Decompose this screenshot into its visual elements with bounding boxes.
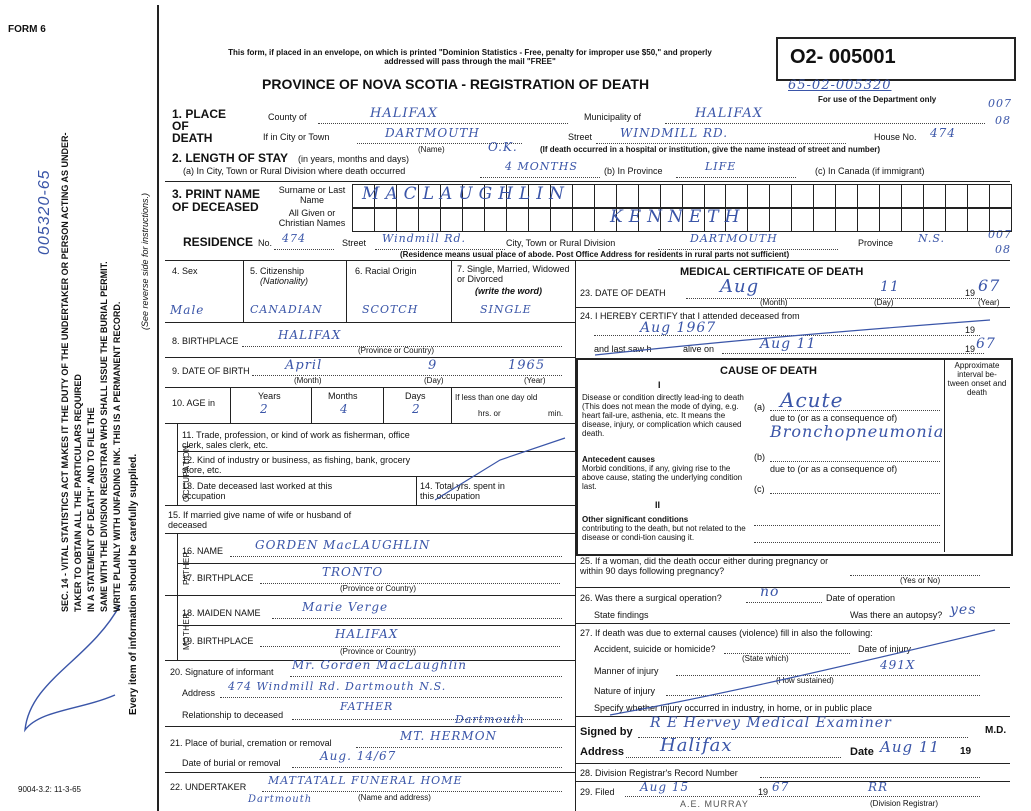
margin-scribble [10,600,130,750]
injury-date-label: Date of injury [858,644,912,654]
dob-day-sub: (Day) [424,376,444,385]
street-label: Street [568,132,593,142]
father-v [177,533,178,595]
burial-place-label: 21. Place of burial, cremation or removal [170,738,332,748]
place-label: 1. PLACE OF DEATH [172,107,227,145]
manner-label: Manner of injury [594,666,659,676]
stay-b-line [676,177,796,178]
last-saw-label: and last saw h [594,344,652,354]
mother-section: MOTHER [182,612,191,650]
q25-sub: (Yes or No) [900,576,941,585]
years-value[interactable]: 2 [260,402,269,416]
racial-label: 6. Racial Origin [355,266,417,276]
burial-place-value[interactable]: MT. HERMON [400,729,498,743]
res-province-label: Province [858,238,894,248]
last-saw-value[interactable]: Aug 11 [760,336,817,352]
alive-on-label: alive on [683,344,715,354]
med-date-value[interactable]: Aug 11 [880,738,940,756]
filed-19: 19 [758,787,769,797]
q26-line [746,602,822,603]
registrar-initials: RR [868,780,889,794]
hrs-label: hrs. or [478,409,501,418]
md-label: M.D. [985,725,1007,736]
less-label: If less than one day old [455,393,538,402]
dept-use: For use of the Department only [818,95,937,104]
mother-pc: (Province or Country) [340,647,417,656]
municipality-label: Municipality of [584,112,642,122]
cause-b-label: (b) [754,452,765,462]
antecedent-sub: Morbid conditions, if any, giving rise to the above cause, stating the underlying condition last. [582,464,743,491]
father-name-label: 16. NAME [182,546,224,556]
county-label: County of [268,112,307,122]
med-date-label: Date [850,746,874,758]
father-name-line [230,556,562,557]
municipality-value[interactable]: HALIFAX [695,106,764,121]
cause-a2-value[interactable]: Bronchopneumonia [770,422,945,441]
divider-2 [165,260,1010,261]
birthplace-sub: (Province or Country) [358,346,435,355]
divider-1 [165,181,1010,182]
filed-year[interactable]: 67 [772,780,790,794]
father-name-value[interactable]: GORDEN MacLAUGHLIN [255,538,431,552]
accident-label: Accident, suicide or homicide? [594,644,716,654]
grid-v3 [451,260,452,322]
q27-label: 27. If death was due to external causes (violence) fill in also the following: [580,628,873,638]
filed-value[interactable]: Aug 15 [640,780,690,794]
residence-note: (Residence means usual place of abode. Post Office Address for residents in rural parts not sufficient) [400,250,790,259]
specify-label: Specify whether injury occurred in industry, in home, or in public place [594,703,872,713]
res-no-label: No. [258,238,273,248]
surgery-value[interactable]: no [760,584,780,600]
autopsy-label: Was there an autopsy? [850,610,943,620]
q29-label: 29. Filed [580,787,615,797]
antecedent-label: Antecedent causes [582,455,655,464]
stay-a-label: (a) In City, Town or Rural Division where death occurred [183,166,406,176]
death-day-sub: (Day) [874,298,894,307]
q24-label: 24. I HEREBY CERTIFY that I attended deceased from [580,311,800,321]
name-sub: (Name) [418,145,445,154]
burial-date-label: Date of burial or removal [182,758,281,768]
father-h [177,563,575,564]
other-line1 [754,525,940,526]
dob-year-sub: (Year) [524,376,546,385]
county-line [318,123,568,124]
form-number: FORM 6 [8,24,46,35]
age-v4 [451,387,452,423]
side-line5: WRITE PLAINLY WITH UNFADING INK. THIS IS A PERMANENT RECORD. [112,301,122,612]
residence-label: RESIDENCE [183,235,254,249]
given-value[interactable]: KENNETH [610,207,746,227]
attend-19: 19 [965,325,976,335]
father-birthplace-value[interactable]: TRONTO [322,565,384,579]
manner-code: 491X [880,658,916,672]
res-street-label: Street [342,238,367,248]
med-address-value[interactable]: Halifax [660,735,733,756]
q28-label: 28. Division Registrar's Record Number [580,768,738,778]
other-line2 [754,542,940,543]
registrar-stamp: A.E. MURRAY [680,799,749,809]
autopsy-value[interactable]: yes [950,602,977,618]
marital-sub: (write the word) [475,286,542,296]
father-bottom [165,595,575,596]
med-address-line [626,757,841,758]
birthplace-label: 8. BIRTHPLACE [172,336,239,346]
informant-rel-label: Relationship to deceased [182,710,284,720]
cause-c-label: (c) [754,484,765,494]
given-label: All Given or Christian Names [278,208,346,228]
city-label: If in City or Town [263,132,330,142]
cause-a-value[interactable]: Acute [780,388,844,412]
street-line [596,143,846,144]
name-label: 3. PRINT NAME OF DECEASED [172,187,261,214]
disease-label: Disease or condition directly lead-ing to death (This does not mean the mode of dying, e.g. heart fail-ure, asthenia, etc. It means the disease, injury, or complication which caused death. [582,393,744,438]
stay-c-label: (c) In Canada (if immigrant) [815,166,925,176]
stay-a-line [480,177,600,178]
informant-sig-line [290,676,562,677]
nature-label: Nature of injury [594,686,656,696]
q14-label: 14. Total yrs. spent in this occupation [420,481,505,501]
street-value[interactable]: WINDMILL RD. [620,126,729,140]
mother-birthplace-value[interactable]: HALIFAX [335,627,399,641]
mother-maiden-line [272,618,562,619]
other-sub: contributing to the death, but not related to the disease or condi-tion causing it. [582,524,746,542]
dob-month[interactable]: April [285,358,323,373]
min-label: min. [548,409,564,418]
marital-value[interactable]: SINGLE [480,303,532,316]
side-line6: Every item of information should be carefully supplied. [128,453,139,715]
informant-sig-label: 20. Signature of informant [170,667,274,677]
days-value[interactable]: 2 [412,402,421,416]
cause-b-line [770,461,940,462]
ok-mark: O.K. [488,140,518,154]
occ-v2 [416,476,417,505]
informant-bottom [165,726,575,727]
stay-b-label: (b) In Province [604,166,663,176]
side-sec14: SEC. 14 - VITAL STATISTICS ACT MAKES IT THE DUTY OF THE UNDERTAKER OR PERSON ACTING AS UNDER- [60,132,70,612]
burial-date-line [292,767,562,768]
q26-label: 26. Was there a surgical operation? [580,593,722,603]
informant-sig-value[interactable]: Mr. Gorden MacLaughlin [292,658,468,672]
res-city-value[interactable]: DARTMOUTH [690,232,778,245]
external-strike [600,625,1000,720]
informant-address-value[interactable]: 474 Windmill Rd. Dartmouth N.S. [228,680,447,693]
days-label: Days [405,391,426,401]
dept-code-4: 08 [995,243,1011,256]
citizen-label: 5. Citizenship [250,266,305,276]
undertaker-line [262,791,562,792]
dept-code-2: 08 [995,114,1011,127]
father-pc: (Province or Country) [340,584,417,593]
divider-3 [165,322,575,323]
state-which: (State which) [742,654,789,663]
mother-maiden-label: 18. MAIDEN NAME [182,608,261,618]
signed-value[interactable]: R E Hervey Medical Examiner [650,715,892,731]
registration-number: O2- 005001 [790,46,896,68]
mother-h [177,625,575,626]
last-year[interactable]: 67 [976,336,996,352]
marital-label: 7. Single, Married, Widowed or Divorced [457,264,570,284]
occ-v1 [177,423,178,505]
stay-b-value[interactable]: LIFE [705,160,737,173]
grid-v2 [346,260,347,322]
sex-label: 4. Sex [172,266,198,276]
death-month[interactable]: Aug [720,276,760,297]
stay-a-value[interactable]: 4 MONTHS [505,160,578,173]
side-line7: (See reverse side for instructions.) [140,192,150,330]
death-day[interactable]: 11 [880,279,900,295]
q25-label: 25. If a woman, did the death occur either during pregnancy or within 90 days following pregnancy? [580,556,829,576]
op-date-label: Date of operation [826,593,896,603]
informant-address-label: Address [182,688,216,698]
age-label: 10. AGE in [172,398,216,408]
res-no-line [274,249,334,250]
undertaker-sub: (Name and address) [358,793,431,802]
municipality-line [665,123,985,124]
undertaker-value[interactable]: MATTATALL FUNERAL HOME [268,774,463,787]
signed-label: Signed by [580,726,633,738]
sex-value[interactable]: Male [170,303,205,317]
form-title: PROVINCE OF NOVA SCOTIA - REGISTRATION OF DEATH [262,76,650,92]
divider-6 [165,423,575,424]
dept-code-1: 007 [988,97,1012,110]
due-to-1: due to (or as a consequence of) [770,413,898,423]
informant-rel-value[interactable]: FATHER [340,700,394,713]
cause-title: CAUSE OF DEATH [720,365,817,377]
age-v1 [230,387,231,423]
death-19: 19 [965,288,976,298]
res-province-value[interactable]: N.S. [918,232,946,245]
q11-label: 11. Trade, profession, or kind of work as fisherman, office clerk, sales clerk, etc. [182,430,410,450]
attend-from[interactable]: Aug 1967 [640,320,717,336]
age-v3 [383,387,384,423]
stay-sub: (in years, months and days) [298,154,410,164]
med-address-label: Address [580,746,625,758]
res-no-value[interactable]: 474 [282,232,306,245]
registrar-sub: (Division Registrar) [870,799,939,808]
mother-birthplace-label: 19. BIRTHPLACE [182,636,254,646]
racial-value[interactable]: SCOTCH [362,303,419,316]
informant-address-line [220,697,562,698]
cause-c-line [770,493,940,494]
dob-label: 9. DATE OF BIRTH [172,366,250,376]
death-month-sub: (Month) [760,298,788,307]
burial-place-above: Dartmouth [455,713,525,726]
attend-strike [590,315,1000,375]
side-line3: IN A STATEMENT OF DEATH" AND TO FILE THE [86,407,96,612]
death-year-sub: (Year) [978,298,1000,307]
surname-label: Surname or Last Name [278,185,346,205]
father-birthplace-label: 17. BIRTHPLACE [182,573,254,583]
undertaker-label: 22. UNDERTAKER [170,782,247,792]
death-year[interactable]: 67 [978,276,1001,295]
approx-label: Approximate interval be-tween onset and death [947,361,1007,397]
burial-date-value[interactable]: Aug. 14/67 [320,749,397,763]
cause-a-label: (a) [754,402,765,412]
burial-bottom [165,772,575,773]
occupation-section: OCCUPATION [182,444,191,502]
res-street-value[interactable]: Windmill Rd. [382,232,467,245]
handwritten-number: 65-02-005320 [788,78,892,93]
city-value[interactable]: DARTMOUTH [385,126,480,140]
occ-h4 [165,533,575,534]
hospital-note: (If death occurred in a hospital or institution, give the name instead of street and number) [540,145,881,154]
roman-1: I [658,380,661,390]
undertaker-city: Dartmouth [248,794,313,805]
citizen-value[interactable]: CANADIAN [250,303,323,316]
grid-v1 [243,260,244,322]
mother-v [177,595,178,660]
med-h3 [575,623,1010,624]
res-city-label: City, Town or Rural Division [506,238,616,248]
q23-label: 23. DATE OF DEATH [580,288,666,298]
medical-title: MEDICAL CERTIFICATE OF DEATH [680,266,864,278]
mother-maiden-value[interactable]: Marie Verge [302,600,389,614]
print-code: 9004-3.2: 11-3-65 [18,785,82,794]
state-findings-label: State findings [594,610,649,620]
how-sustained: (How sustained) [776,676,834,685]
mail-notice: This form, if placed in an envelope, on which is printed "Dominion Statistics - Free, penalty for improper use $50," and properly addressed will pass through the mail "FREE" [228,48,712,66]
q12-label: 12. Kind of industry or business, as fishing, bank, grocery store, etc. [182,455,411,475]
side-line2: TAKER TO OBTAIN ALL THE PARTICULARS REQUIRED [73,374,83,612]
due-to-2: due to (or as a consequence of) [770,464,898,474]
q29-line [625,796,980,797]
dob-day[interactable]: 9 [428,358,438,373]
q28-line [760,777,980,778]
med-h5 [575,763,1010,764]
roman-2: II [655,500,661,510]
divider-5 [165,387,575,388]
citizen-sub: (Nationality) [260,276,309,286]
last-19: 19 [965,344,976,354]
father-section: FATHER [182,551,191,585]
house-value[interactable]: 474 [930,126,956,140]
side-line4: SAME WITH THE DIVISION REGISTRAR WHO SHALL ISSUE THE BURIAL PERMIT. [99,261,109,612]
occupation-strike [430,430,570,510]
q15-label: 15. If married give name of wife or husband of deceased [168,510,352,530]
q23-line [686,298,982,299]
years-label: Years [258,391,281,401]
other-label: Other significant conditions [582,515,689,524]
cause-v [944,358,945,552]
surname-value[interactable]: MACLAUGHLIN [362,184,570,204]
dept-code-3: 007 [988,228,1012,241]
med-19: 19 [960,746,972,757]
age-v2 [311,387,312,423]
stay-label: 2. LENGTH OF STAY [172,151,289,165]
months-label: Months [328,391,358,401]
side-number: 005320-65 [36,169,53,255]
q13-label: 13. Date deceased last worked at this occupation [182,481,333,501]
county-value[interactable]: HALIFAX [370,106,439,121]
burial-place-line [356,747,562,748]
months-value[interactable]: 4 [340,402,349,416]
house-label: House No. [874,132,917,142]
birthplace-value[interactable]: HALIFAX [278,328,342,342]
dob-year[interactable]: 1965 [508,358,546,373]
dob-month-sub: (Month) [294,376,322,385]
med-h2 [575,587,1010,588]
form-border [157,5,159,811]
med-h1 [575,307,1010,308]
